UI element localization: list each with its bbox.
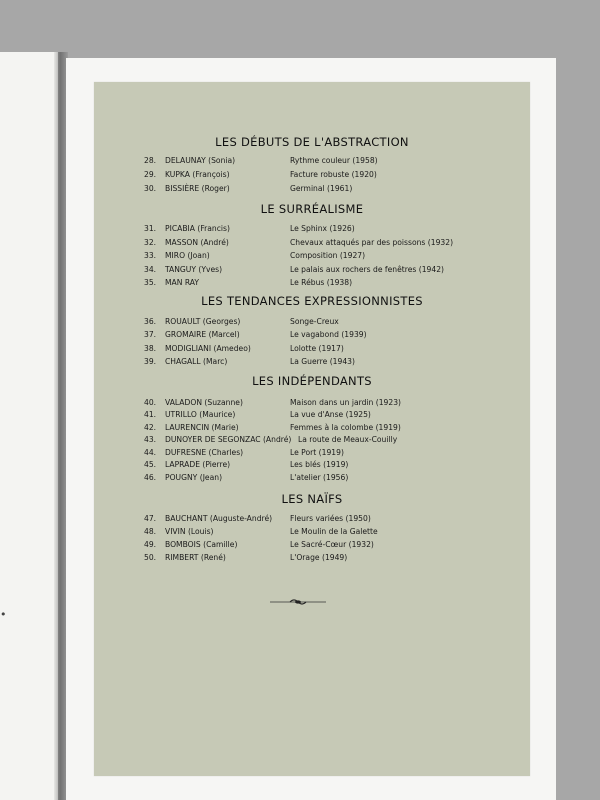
entry-work: Le Port (1919) xyxy=(290,448,344,457)
catalog-entry xyxy=(94,238,530,251)
entry-work: Lolotte (1917) xyxy=(290,344,344,353)
entry-artist: PICABIA (Francis) xyxy=(165,224,230,233)
entry-artist: BOMBOIS (Camille) xyxy=(165,540,238,549)
entry-number: 36. xyxy=(144,317,157,326)
entry-artist: MASSON (André) xyxy=(165,238,229,247)
entry-work: Facture robuste (1920) xyxy=(290,170,377,179)
catalog-entry xyxy=(94,553,530,566)
left-page-mark: • xyxy=(0,608,7,621)
entry-number: 33. xyxy=(144,251,157,260)
entry-artist: MODIGLIANI (Amedeo) xyxy=(165,344,251,353)
entry-work: L'Orage (1949) xyxy=(290,553,348,562)
entry-number: 31. xyxy=(144,224,157,233)
catalog-entry xyxy=(94,170,530,183)
entry-artist: DUFRESNE (Charles) xyxy=(165,448,244,457)
entry-work: Le palais aux rochers de fenêtres (1942) xyxy=(290,265,444,274)
entry-number: 48. xyxy=(144,527,157,536)
entry-work: La vue d'Anse (1925) xyxy=(290,410,371,419)
entry-work: Le Rébus (1938) xyxy=(290,278,353,287)
entry-artist: LAPRADE (Pierre) xyxy=(165,460,231,469)
catalog-entry xyxy=(94,224,530,237)
entry-number: 29. xyxy=(144,170,157,179)
entry-artist: UTRILLO (Maurice) xyxy=(165,410,236,419)
entry-number: 47. xyxy=(144,514,157,523)
left-book-page xyxy=(0,52,58,800)
catalog-entry xyxy=(94,317,530,330)
section-title-surrealisme: LE SURRÉALISME xyxy=(260,202,364,216)
catalog-entry xyxy=(94,435,530,448)
entry-number: 46. xyxy=(144,473,157,482)
catalog-entry xyxy=(94,460,530,473)
entry-artist: CHAGALL (Marc) xyxy=(165,357,228,366)
entry-work: Le Sphinx (1926) xyxy=(290,224,355,233)
entry-artist: KUPKA (François) xyxy=(165,170,230,179)
section-title-expressionnistes: LES TENDANCES EXPRESSIONNISTES xyxy=(201,294,423,308)
entry-work: Le Sacré-Cœur (1932) xyxy=(290,540,374,549)
entry-artist: DELAUNAY (Sonia) xyxy=(165,156,236,165)
entry-artist: TANGUY (Yves) xyxy=(165,265,223,274)
entry-number: 30. xyxy=(144,184,157,193)
entry-artist: BAUCHANT (Auguste-André) xyxy=(165,514,273,523)
entry-number: 50. xyxy=(144,553,157,562)
catalog-entry xyxy=(94,514,530,527)
decorative-divider-icon xyxy=(270,597,326,607)
entry-work: Songe-Creux xyxy=(290,317,339,326)
entry-work: La route de Meaux-Couilly xyxy=(298,435,398,444)
entry-artist: GROMAIRE (Marcel) xyxy=(165,330,240,339)
entry-number: 43. xyxy=(144,435,157,444)
catalog-entry xyxy=(94,410,530,423)
entry-work: Femmes à la colombe (1919) xyxy=(290,423,401,432)
catalog-entry xyxy=(94,156,530,169)
section-title-naifs: LES NAÏFS xyxy=(281,492,343,506)
entry-artist: ROUAULT (Georges) xyxy=(165,317,241,326)
entry-artist: POUGNY (Jean) xyxy=(165,473,223,482)
entry-work: Chevaux attaqués par des poissons (1932) xyxy=(290,238,454,247)
entry-work: Le Moulin de la Galette xyxy=(290,527,378,536)
entry-work: Maison dans un jardin (1923) xyxy=(290,398,401,407)
entry-work: Le vagabond (1939) xyxy=(290,330,367,339)
catalog-sheet xyxy=(94,82,530,776)
entry-artist: LAURENCIN (Marie) xyxy=(165,423,239,432)
catalog-entry xyxy=(94,184,530,197)
entry-artist: DUNOYER DE SEGONZAC (André) xyxy=(165,435,292,444)
catalog-entry xyxy=(94,265,530,278)
catalog-entry xyxy=(94,357,530,370)
entry-number: 32. xyxy=(144,238,157,247)
entry-number: 39. xyxy=(144,357,157,366)
entry-number: 38. xyxy=(144,344,157,353)
catalog-entry xyxy=(94,344,530,357)
entry-number: 42. xyxy=(144,423,157,432)
entry-number: 41. xyxy=(144,410,157,419)
catalog-entry xyxy=(94,540,530,553)
entry-number: 45. xyxy=(144,460,157,469)
entry-number: 40. xyxy=(144,398,157,407)
section-title-abstraction: LES DÉBUTS DE L'ABSTRACTION xyxy=(215,135,409,149)
entry-number: 28. xyxy=(144,156,157,165)
entry-work: Composition (1927) xyxy=(290,251,366,260)
entry-work: Germinal (1961) xyxy=(290,184,353,193)
entry-work: Les blés (1919) xyxy=(290,460,349,469)
catalog-entry xyxy=(94,473,530,486)
entry-number: 44. xyxy=(144,448,157,457)
catalog-entry xyxy=(94,278,530,291)
entry-number: 37. xyxy=(144,330,157,339)
entry-artist: MAN RAY xyxy=(165,278,200,287)
entry-number: 49. xyxy=(144,540,157,549)
catalog-entry xyxy=(94,251,530,264)
entry-work: Fleurs variées (1950) xyxy=(290,514,371,523)
entry-number: 34. xyxy=(144,265,157,274)
entry-work: Rythme couleur (1958) xyxy=(290,156,378,165)
entry-artist: VALADON (Suzanne) xyxy=(165,398,243,407)
entry-artist: VIVIN (Louis) xyxy=(165,527,214,536)
entry-artist: RIMBERT (René) xyxy=(165,553,226,562)
entry-artist: BISSIÈRE (Roger) xyxy=(165,184,230,193)
entry-work: La Guerre (1943) xyxy=(290,357,355,366)
entry-number: 35. xyxy=(144,278,157,287)
catalog-entry xyxy=(94,330,530,343)
catalog-entry xyxy=(94,527,530,540)
entry-artist: MIRO (Joan) xyxy=(165,251,210,260)
entry-work: L'atelier (1956) xyxy=(290,473,349,482)
section-title-independants: LES INDÉPENDANTS xyxy=(252,374,372,388)
